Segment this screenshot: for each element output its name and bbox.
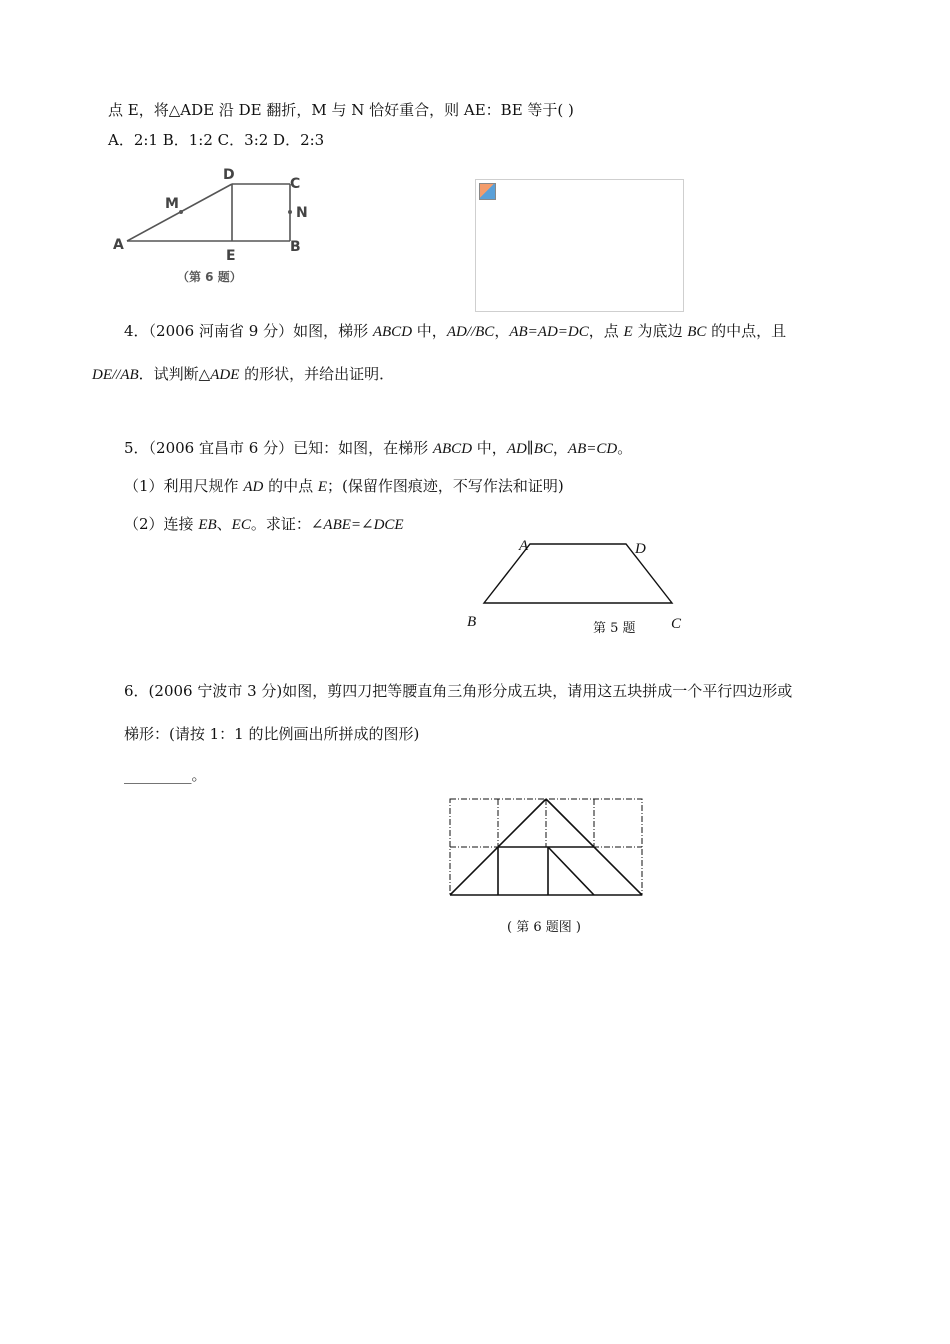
q3-label-a: A [113,237,124,253]
q5-text: 、 [216,515,232,533]
q5-label-c: C [671,616,682,632]
q4-text: 如图，梯形 [293,322,373,340]
q3-figure-caption: （第 6 题） [177,270,242,283]
q5-part-2 [124,514,404,535]
q5-figure-caption: 第 5 题 [593,621,636,636]
q6-answer-blank: _________。 [124,766,207,784]
q4-abcd: ABCD [372,324,413,340]
q3-options: A．2:1 B．1:2 C．3:2 D．2:3 [108,131,325,149]
q4-cond2: AB=AD=DC [509,324,589,340]
q4-cond3: DE//AB [92,367,139,383]
q6-triangle-figure [447,796,647,900]
q4-e: E [623,324,633,340]
q5-text: 已知：如图，在梯形 [293,439,433,457]
q5-cond2: AB=CD [567,441,618,457]
q5-text: （2）连接 [124,515,199,533]
q5-abcd: ABCD [432,441,473,457]
q4-text: ．试判断△ [138,365,211,383]
q5-text: 中， [472,439,507,457]
broken-image-frame [475,179,684,312]
q5-text: ， [552,439,568,457]
q4-cond1: AD//BC [446,324,495,340]
q3-label-m: M [165,196,179,212]
q5-part-1 [124,476,564,497]
q4-bc: BC [687,324,707,340]
q4-line-2 [92,364,394,385]
q5-label-a: A [519,538,529,554]
q6-line-1: 6．(2006 宁波市 3 分)如图，剪四刀把等腰直角三角形分成五块，请用这五块拼成一个平行四边形或 [124,682,793,700]
q4-text: 的形状，并给出证明． [239,365,395,383]
q5-text: ；(保留作图痕迹，不写作法和证明) [327,477,564,495]
q3-label-c: C [290,176,301,192]
q4-source: （2006 河南省 9 分） [148,322,294,340]
q4-text: ， [494,322,510,340]
q5-label-b: B [467,614,477,630]
q5-text: 。求证： [250,515,311,533]
q5-label-d: D [635,541,646,557]
q5-cond1: AD∥BC [506,441,553,457]
broken-image-icon [479,183,496,200]
q4-line-1 [124,321,786,342]
q4-text: ，点 [588,322,624,340]
q4-text: 为底边 [632,322,688,340]
q5-angle-eq: ∠ABE=∠DCE [310,517,404,533]
q3-label-n: N [296,205,308,221]
q6-line-2: 梯形：(请按 1：1 的比例画出所拼成的图形) [124,725,420,743]
q3-label-d: D [223,167,235,183]
q4-ade: ADE [210,367,240,383]
q4-number: 4． [124,322,149,340]
q4-text: 的中点，且 [706,322,787,340]
q5-e: E [317,479,328,495]
q5-text: （1）利用尺规作 [124,477,244,495]
q3-text-line: 点 E，将△ADE 沿 DE 翻折，M 与 N 恰好重合，则 AE：BE 等于( ) [108,101,574,119]
q4-text: 中， [412,322,447,340]
q3-label-e: E [226,248,236,264]
q5-number: 5． [124,439,149,457]
q5-text: 。 [617,439,633,457]
q5-ad: AD [243,479,264,495]
q3-label-b: B [290,239,301,255]
q5-line-1 [124,438,632,459]
q5-eb: EB [198,517,217,533]
q6-figure-caption: ( 第 6 题图 ) [507,920,581,935]
q5-text: 的中点 [263,477,318,495]
q5-source: （2006 宜昌市 6 分） [148,439,294,457]
q5-ec: EC [231,517,251,533]
q3-figure [105,163,325,283]
